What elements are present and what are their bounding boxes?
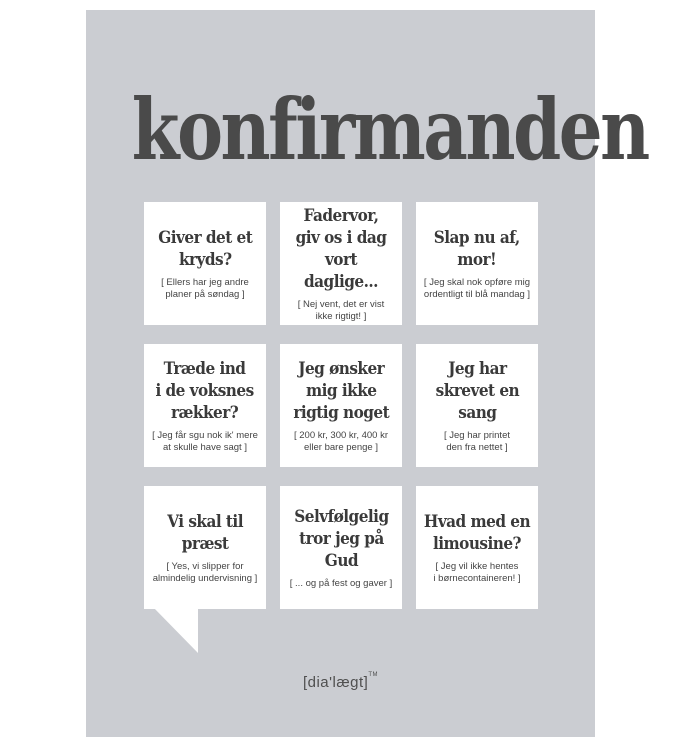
card-subtitle: [ ... og på fest og gaver ] bbox=[289, 577, 393, 589]
card-3 bbox=[416, 202, 538, 325]
card-subtitle: [ Nej vent, det er vist ikke rigtigt! ] bbox=[297, 298, 385, 322]
card-subtitle: [ Jeg skal nok opføre mig ordentligt til blå mandag ] bbox=[423, 276, 531, 300]
trademark-mark: TM bbox=[368, 672, 379, 678]
card-title: Vi skal til præst bbox=[167, 511, 243, 554]
card-7 bbox=[144, 486, 266, 609]
card-title: Træde ind i de voksnes rækker? bbox=[155, 358, 255, 423]
card-4 bbox=[144, 344, 266, 467]
card-subtitle: [ 200 kr, 300 kr, 400 kr eller bare penge ] bbox=[294, 429, 388, 453]
card-title: Selvfølgelig tror jeg på Gud bbox=[293, 506, 389, 571]
card-title: Giver det et kryds? bbox=[157, 227, 253, 270]
card-9 bbox=[416, 486, 538, 609]
card-title: Slap nu af, mor! bbox=[434, 227, 520, 270]
card-6 bbox=[416, 344, 538, 467]
card-subtitle: [ Ellers har jeg andre planer på søndag ] bbox=[161, 276, 249, 300]
brand-name: [dia'lægt] bbox=[302, 674, 369, 691]
card-subtitle: [ Yes, vi slipper for almindelig undervisning ] bbox=[152, 560, 258, 584]
card-title: Jeg har skrevet en sang bbox=[435, 358, 519, 423]
card-subtitle: [ Jeg har printet den fra nettet ] bbox=[443, 429, 510, 453]
card-title: Jeg ønsker mig ikke rigtig noget bbox=[293, 358, 389, 423]
card-5 bbox=[280, 344, 402, 467]
card-2 bbox=[280, 202, 402, 325]
speech-bubble-tail bbox=[152, 606, 198, 653]
card-title: Fadervor, giv os i dag vort daglige... bbox=[295, 205, 387, 292]
poster-title: konfirmanden bbox=[131, 80, 648, 179]
card-subtitle: [ Jeg får sgu nok ik' mere at skulle have sagt ] bbox=[152, 429, 258, 453]
card-subtitle: [ Jeg vil ikke hentes i børnecontaineren! ] bbox=[433, 560, 521, 584]
card-1 bbox=[144, 202, 266, 325]
poster bbox=[86, 10, 648, 737]
card-title: Hvad med en limousine? bbox=[423, 511, 531, 554]
brand-logo bbox=[86, 674, 595, 691]
card-8 bbox=[280, 486, 402, 609]
